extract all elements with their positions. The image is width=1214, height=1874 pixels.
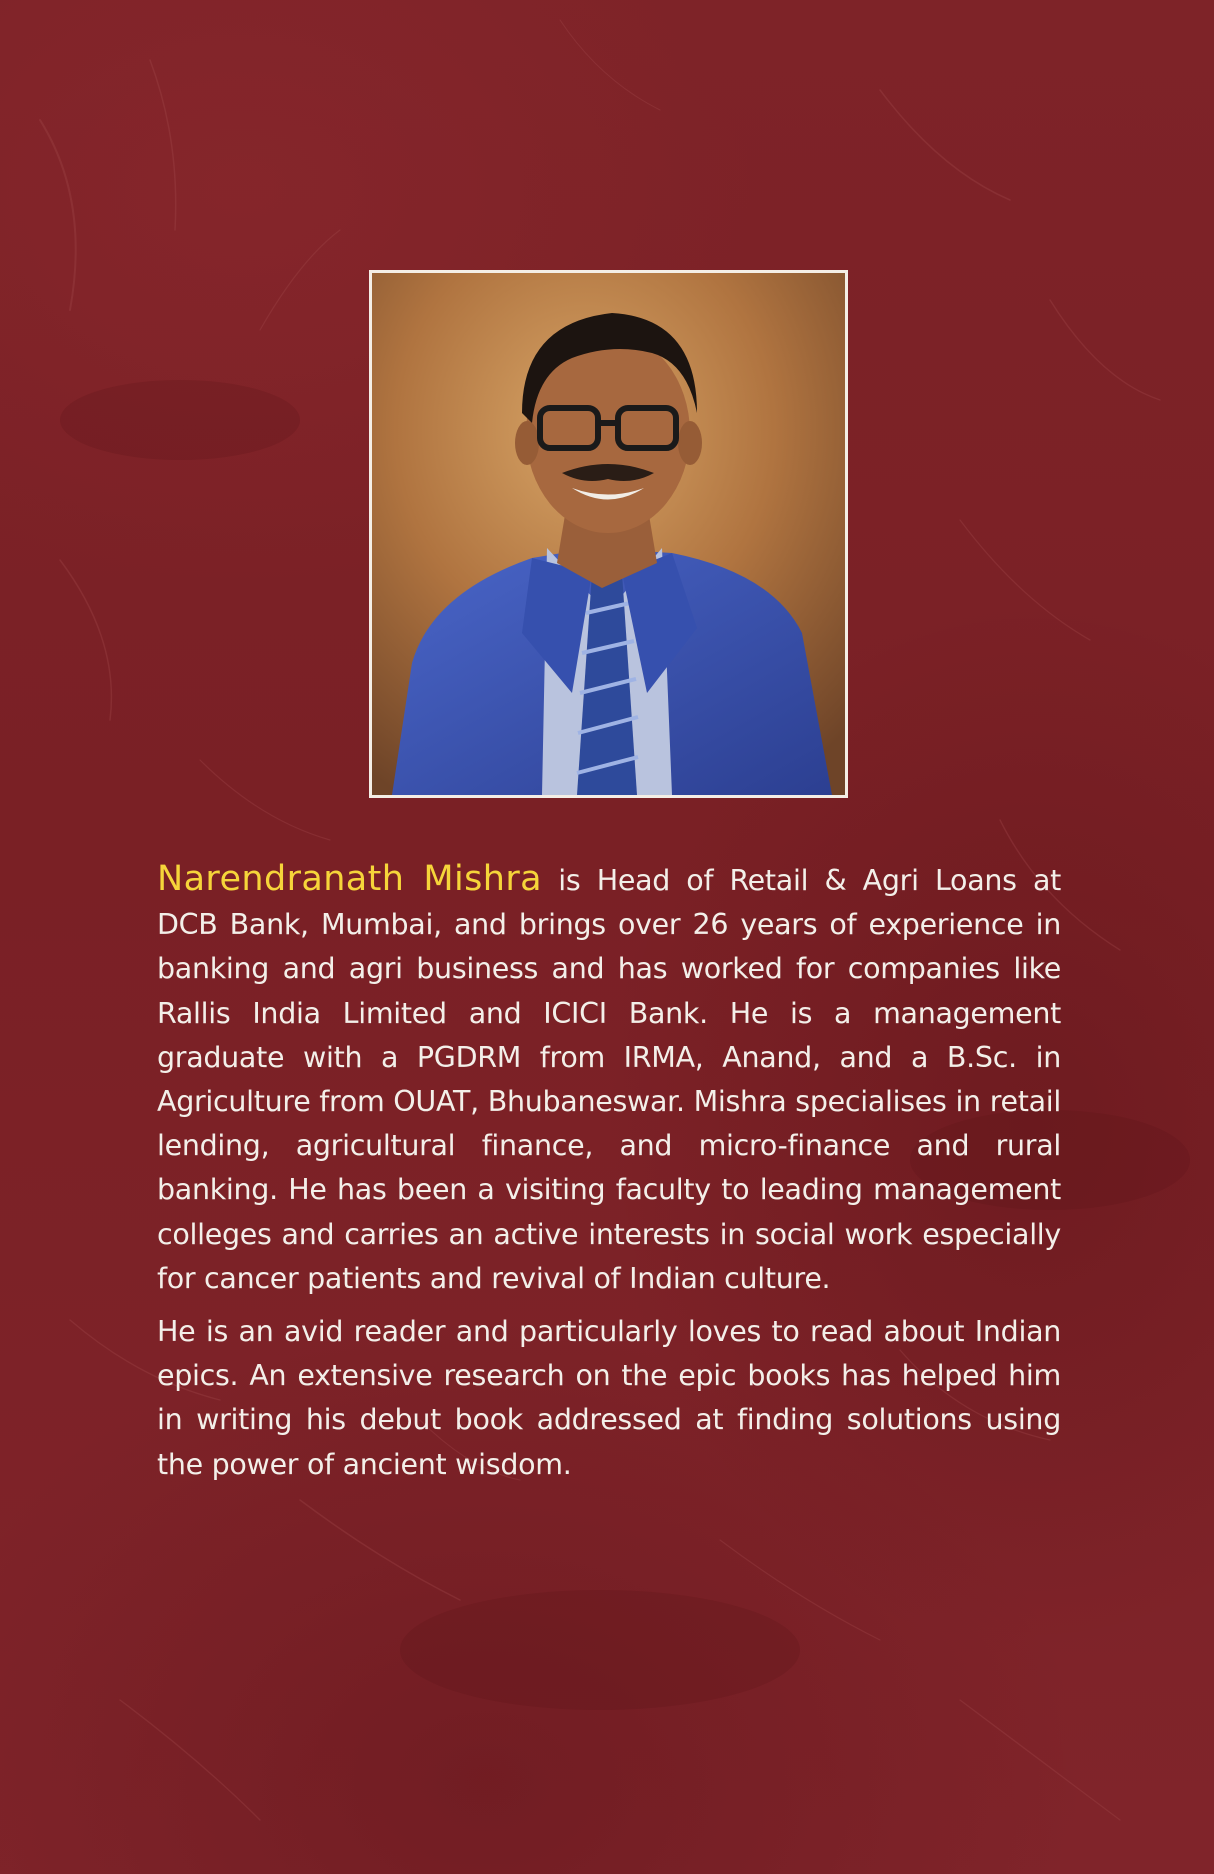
bio-paragraph-1-text: is Head of Retail & Agri Loans at DCB Bank, Mumbai, and brings over 26 years of experience in banking and agri business and has worked for companies like Rallis India Limited and ICICI Bank. He is a management graduate with a PGDRM from IRMA, Anand, and a B.Sc. in Agriculture from OUAT, Bhubaneswar. Mishra specialises in retail lending, agricultural finance, and micro-finance and rural banking. He has been a visiting faculty to leading management colleges and carries an active interests in social work especially for cancer patients and revival of Indian culture. <box>157 864 1061 1295</box>
author-portrait-image <box>372 273 845 795</box>
bio-paragraph-1 <box>157 857 1061 1301</box>
author-name: Narendranath Mishra <box>157 859 542 899</box>
author-photo <box>369 270 848 798</box>
bio-paragraph-2: He is an avid reader and particularly loves to read about Indian epics. An extensive research on the epic books has helped him in writing his debut book addressed at finding solutions using the power of ancient wisdom. <box>157 1315 1061 1481</box>
author-bio <box>157 857 1061 1496</box>
